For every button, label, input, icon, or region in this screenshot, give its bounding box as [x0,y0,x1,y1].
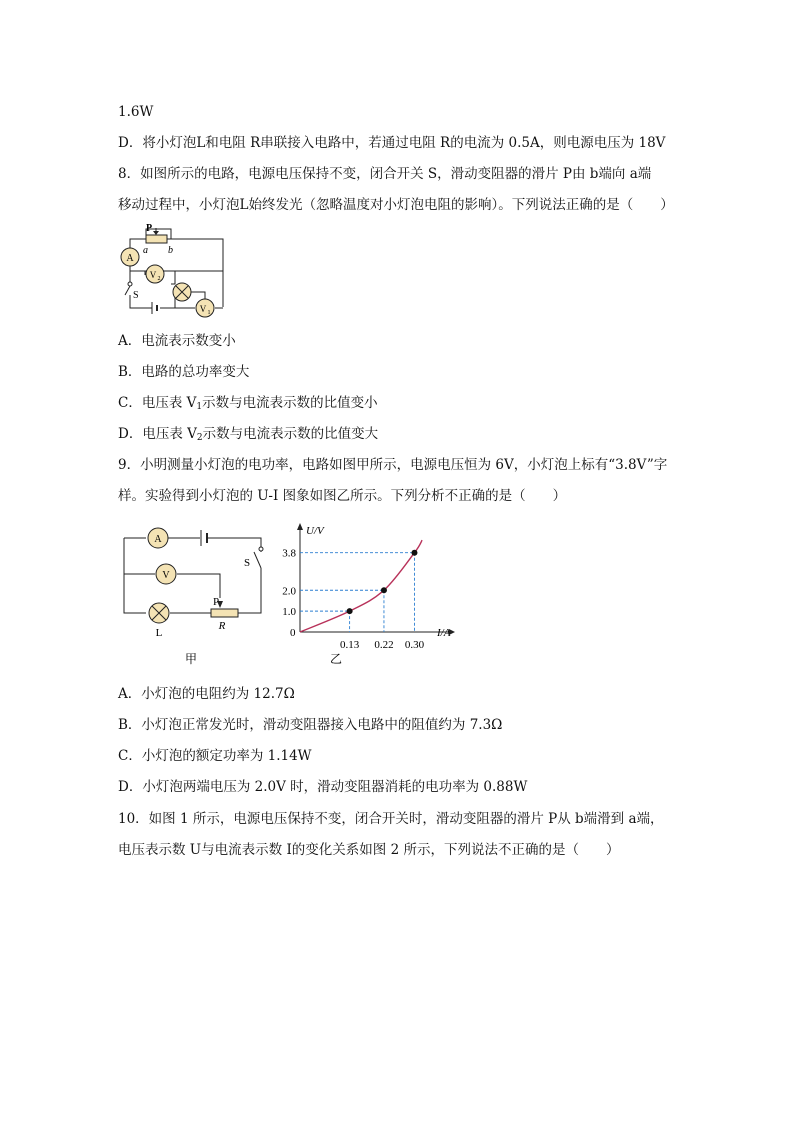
option-c [118,394,378,416]
circuit-diagram-q9 [118,522,268,672]
x-axis-label: I/A [437,627,451,639]
y-axis-label: U/V [306,525,324,537]
question-9-stem: 9．小明测量小灯泡的电功率，电路如图甲所示，电源电压恒为 6V，小灯泡上标有“3.8V”字 [118,457,668,473]
option-a: A．小灯泡的电阻约为 12.7Ω [118,686,295,702]
subscript: 2 [196,433,203,443]
voltmeter-v1-sub: 1 [207,310,211,316]
option-text: 1.6W [118,104,154,120]
option-b: B．电路的总功率变大 [118,364,250,380]
figure-caption-yi: 乙 [329,652,343,666]
switch-label: S [133,290,139,301]
voltmeter-v1-label: V [199,304,207,314]
question-8-stem: 8．如图所示的电路，电源电压保持不变，闭合开关 S，滑动变阻器的滑片 P由 b端向 a端 [118,166,652,182]
option-text: D．将小灯泡L和电阻 R串联接入电路中，若通过电阻 R的电流为 0.5A，则电源电压为 18V [118,135,666,151]
u-i-chart [276,522,456,672]
figure-caption-jia: 甲 [184,652,198,666]
y-tick-label: 1.0 [282,606,296,619]
option-b: B．小灯泡正常发光时，滑动变阻器接入电路中的阻值约为 7.3Ω [118,717,503,733]
option-text: 示数与电流表示数的比值变大 [202,426,379,442]
circuit-diagram-q8 [115,222,227,322]
option-text: D．电压表 V [118,426,197,442]
option-c: C．小灯泡的额定功率为 1.14W [118,748,312,764]
x-tick-label: 0.22 [374,639,394,651]
subscript: 1 [196,402,203,412]
ammeter-label: A [126,253,134,264]
y-tick-label: 2.0 [282,585,296,598]
question-10-stem: 10．如图 1 所示，电源电压保持不变，闭合开关时，滑动变阻器的滑片 P从 b端滑到 a端， [118,811,664,827]
question-9-stem: 样。实验得到小灯泡的 U-I 图象如图乙所示。下列分析不正确的是（ ） [118,488,567,504]
voltmeter-label: V [162,570,170,581]
voltmeter-v2-label: V [149,270,157,280]
resistor-label: R [218,620,226,632]
voltmeter-v2-sub: 2 [157,276,161,282]
data-point [411,550,417,556]
y-tick-label: 3.8 [282,547,296,560]
slider-label-p: P [146,223,153,234]
option-text: 示数与电流表示数的比值变小 [202,395,378,411]
question-10-stem: 电压表示数 U与电流表示数 I的变化关系如图 2 所示，下列说法不正确的是（ ） [118,842,620,858]
ammeter-label: A [154,534,162,545]
question-8-stem: 移动过程中，小灯泡L始终发光（忽略温度对小灯泡电阻的影响）。下列说法正确的是（ ） [118,197,674,213]
option-d: D．小灯泡两端电压为 2.0V 时，滑动变阻器消耗的电功率为 0.88W [118,779,528,795]
option-d [118,425,378,447]
end-label-b: b [168,245,173,256]
slider-label-p: P [213,596,220,608]
x-tick-label: 0.30 [404,639,425,651]
origin-label: 0 [290,627,296,639]
lamp-label: L [155,627,163,639]
end-label-a: a [143,245,148,256]
switch-label: S [244,557,251,569]
option-text: C．电压表 V [118,395,197,411]
option-a: A．电流表示数变小 [118,333,236,349]
x-tick-label: 0.13 [339,639,360,651]
y-axis-arrow [297,523,303,530]
u-i-curve [300,540,422,632]
data-point [347,608,353,614]
data-point [381,587,387,593]
